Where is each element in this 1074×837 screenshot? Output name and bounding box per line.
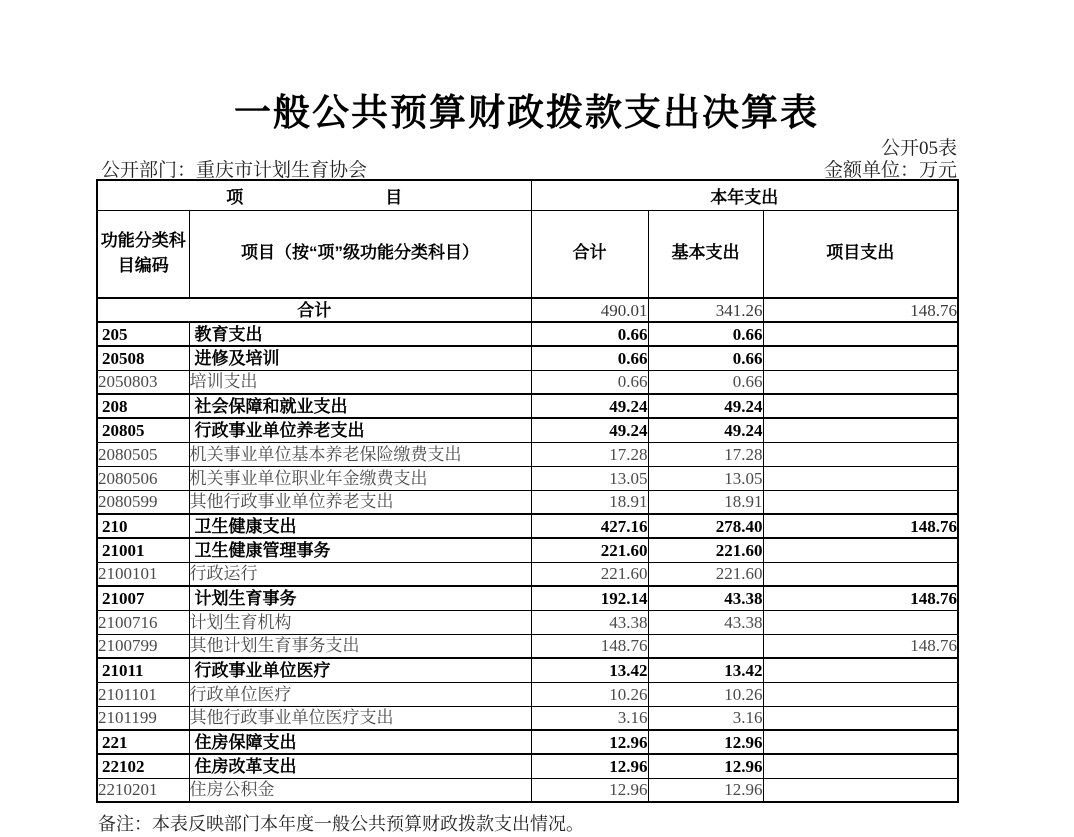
- cell-item-name: 计划生育事务: [189, 586, 531, 610]
- header-columns-row: [97, 210, 958, 298]
- sheet-number-label: 公开05表: [880, 138, 957, 159]
- cell-project-expense: 148.76: [763, 586, 958, 610]
- cell-total: 49.24: [531, 394, 648, 418]
- table-row: [97, 634, 958, 658]
- cell-function-code: 22102: [97, 754, 189, 778]
- cell-basic-expense: 13.05: [648, 466, 763, 490]
- cell-total: 3.16: [531, 706, 648, 730]
- cell-total: 10.26: [531, 682, 648, 706]
- cell-function-code: 20508: [97, 346, 189, 370]
- cell-function-code: 21007: [97, 586, 189, 610]
- cell-item-name: 行政单位医疗: [189, 682, 531, 706]
- grand-total-amount: 490.01: [531, 298, 648, 322]
- cell-basic-expense: 221.60: [648, 538, 763, 562]
- table-row: [97, 466, 958, 490]
- cell-item-name: 行政运行: [189, 562, 531, 586]
- budget-table: [96, 179, 959, 803]
- cell-basic-expense: 49.24: [648, 394, 763, 418]
- cell-item-name: 机关事业单位职业年金缴费支出: [189, 466, 531, 490]
- cell-basic-expense: 278.40: [648, 514, 763, 538]
- cell-function-code: 2101101: [97, 682, 189, 706]
- cell-basic-expense: 221.60: [648, 562, 763, 586]
- cell-basic-expense: 43.38: [648, 610, 763, 634]
- cell-item-name: 行政事业单位养老支出: [189, 418, 531, 442]
- table-row: [97, 418, 958, 442]
- cell-function-code: 205: [97, 322, 189, 346]
- cell-item-name: 卫生健康管理事务: [189, 538, 531, 562]
- cell-function-code: 2101199: [97, 706, 189, 730]
- table-row: [97, 706, 958, 730]
- cell-function-code: 2210201: [97, 778, 189, 802]
- header-project-expense: 项目支出: [763, 210, 958, 298]
- header-year-expense: 本年支出: [531, 180, 958, 210]
- table-row: [97, 562, 958, 586]
- cell-item-name: 其他行政事业单位医疗支出: [189, 706, 531, 730]
- table-row: [97, 682, 958, 706]
- cell-project-expense: [763, 682, 958, 706]
- cell-total: 221.60: [531, 538, 648, 562]
- cell-total: 148.76: [531, 634, 648, 658]
- department-label: 公开部门：重庆市计划生育协会: [101, 160, 368, 181]
- cell-total: 17.28: [531, 442, 648, 466]
- cell-function-code: 21001: [97, 538, 189, 562]
- cell-project-expense: 148.76: [763, 514, 958, 538]
- cell-project-expense: 148.76: [763, 634, 958, 658]
- cell-total: 13.05: [531, 466, 648, 490]
- header-item-group: [97, 180, 531, 210]
- header-item-char-right: 目: [385, 187, 403, 207]
- cell-project-expense: [763, 754, 958, 778]
- header-project: 项目（按“项”级功能分类科目）: [189, 210, 531, 298]
- cell-project-expense: [763, 442, 958, 466]
- table-row: [97, 442, 958, 466]
- grand-total-project: 148.76: [763, 298, 958, 322]
- header-group-row: [97, 180, 958, 210]
- cell-item-name: 进修及培训: [189, 346, 531, 370]
- cell-item-name: 培训支出: [189, 370, 531, 394]
- cell-item-name: 卫生健康支出: [189, 514, 531, 538]
- cell-function-code: 210: [97, 514, 189, 538]
- cell-function-code: 221: [97, 730, 189, 754]
- cell-basic-expense: 0.66: [648, 346, 763, 370]
- cell-function-code: 2080505: [97, 442, 189, 466]
- cell-project-expense: [763, 322, 958, 346]
- cell-total: 12.96: [531, 754, 648, 778]
- cell-function-code: 208: [97, 394, 189, 418]
- cell-project-expense: [763, 346, 958, 370]
- cell-item-name: 住房保障支出: [189, 730, 531, 754]
- table-row: [97, 346, 958, 370]
- cell-project-expense: [763, 730, 958, 754]
- cell-function-code: 2100716: [97, 610, 189, 634]
- grand-total-row: [97, 298, 958, 322]
- grand-total-basic: 341.26: [648, 298, 763, 322]
- cell-basic-expense: [648, 634, 763, 658]
- table-row: [97, 394, 958, 418]
- cell-basic-expense: 12.96: [648, 754, 763, 778]
- cell-total: 49.24: [531, 418, 648, 442]
- cell-project-expense: [763, 418, 958, 442]
- header-code: 功能分类科目编码: [97, 210, 189, 298]
- cell-basic-expense: 18.91: [648, 490, 763, 514]
- cell-item-name: 机关事业单位基本养老保险缴费支出: [189, 442, 531, 466]
- cell-item-name: 住房公积金: [189, 778, 531, 802]
- cell-basic-expense: 3.16: [648, 706, 763, 730]
- cell-basic-expense: 49.24: [648, 418, 763, 442]
- cell-total: 0.66: [531, 370, 648, 394]
- cell-item-name: 住房改革支出: [189, 754, 531, 778]
- cell-project-expense: [763, 490, 958, 514]
- table-row: [97, 730, 958, 754]
- cell-function-code: 21011: [97, 658, 189, 682]
- cell-project-expense: [763, 610, 958, 634]
- cell-basic-expense: 12.96: [648, 778, 763, 802]
- cell-total: 18.91: [531, 490, 648, 514]
- footnote: 备注：本表反映部门本年度一般公共预算财政拨款支出情况。: [98, 814, 584, 834]
- cell-item-name: 社会保障和就业支出: [189, 394, 531, 418]
- header-basic: 基本支出: [648, 210, 763, 298]
- cell-function-code: 2080599: [97, 490, 189, 514]
- cell-total: 0.66: [531, 322, 648, 346]
- cell-project-expense: [763, 466, 958, 490]
- table-row: [97, 658, 958, 682]
- cell-basic-expense: 10.26: [648, 682, 763, 706]
- cell-project-expense: [763, 562, 958, 586]
- cell-function-code: 2050803: [97, 370, 189, 394]
- cell-total: 12.96: [531, 778, 648, 802]
- unit-label: 金额单位：万元: [823, 160, 957, 181]
- cell-project-expense: [763, 706, 958, 730]
- header-item-char-left: 项: [226, 187, 244, 207]
- cell-item-name: 计划生育机构: [189, 610, 531, 634]
- cell-basic-expense: 17.28: [648, 442, 763, 466]
- cell-item-name: 其他计划生育事务支出: [189, 634, 531, 658]
- table-row: [97, 514, 958, 538]
- cell-item-name: 教育支出: [189, 322, 531, 346]
- cell-function-code: 2080506: [97, 466, 189, 490]
- cell-total: 192.14: [531, 586, 648, 610]
- cell-total: 13.42: [531, 658, 648, 682]
- cell-function-code: 2100101: [97, 562, 189, 586]
- header-item-group-text: [226, 183, 402, 208]
- cell-project-expense: [763, 658, 958, 682]
- cell-item-name: 行政事业单位医疗: [189, 658, 531, 682]
- header-total: 合计: [531, 210, 648, 298]
- cell-function-code: 2100799: [97, 634, 189, 658]
- cell-total: 221.60: [531, 562, 648, 586]
- cell-total: 0.66: [531, 346, 648, 370]
- cell-total: 43.38: [531, 610, 648, 634]
- cell-item-name: 其他行政事业单位养老支出: [189, 490, 531, 514]
- cell-project-expense: [763, 538, 958, 562]
- grand-total-label: 合计: [97, 298, 531, 322]
- table-row: [97, 778, 958, 802]
- table-row: [97, 490, 958, 514]
- table-row: [97, 538, 958, 562]
- cell-basic-expense: 43.38: [648, 586, 763, 610]
- page-title: 一般公共预算财政拨款支出决算表: [234, 92, 819, 133]
- table-row: [97, 754, 958, 778]
- table-row: [97, 586, 958, 610]
- cell-basic-expense: 12.96: [648, 730, 763, 754]
- cell-total: 427.16: [531, 514, 648, 538]
- table-row: [97, 610, 958, 634]
- table-row: [97, 322, 958, 346]
- cell-project-expense: [763, 778, 958, 802]
- cell-basic-expense: 0.66: [648, 370, 763, 394]
- cell-function-code: 20805: [97, 418, 189, 442]
- cell-basic-expense: 13.42: [648, 658, 763, 682]
- cell-project-expense: [763, 370, 958, 394]
- table-row: [97, 370, 958, 394]
- cell-project-expense: [763, 394, 958, 418]
- cell-basic-expense: 0.66: [648, 322, 763, 346]
- cell-total: 12.96: [531, 730, 648, 754]
